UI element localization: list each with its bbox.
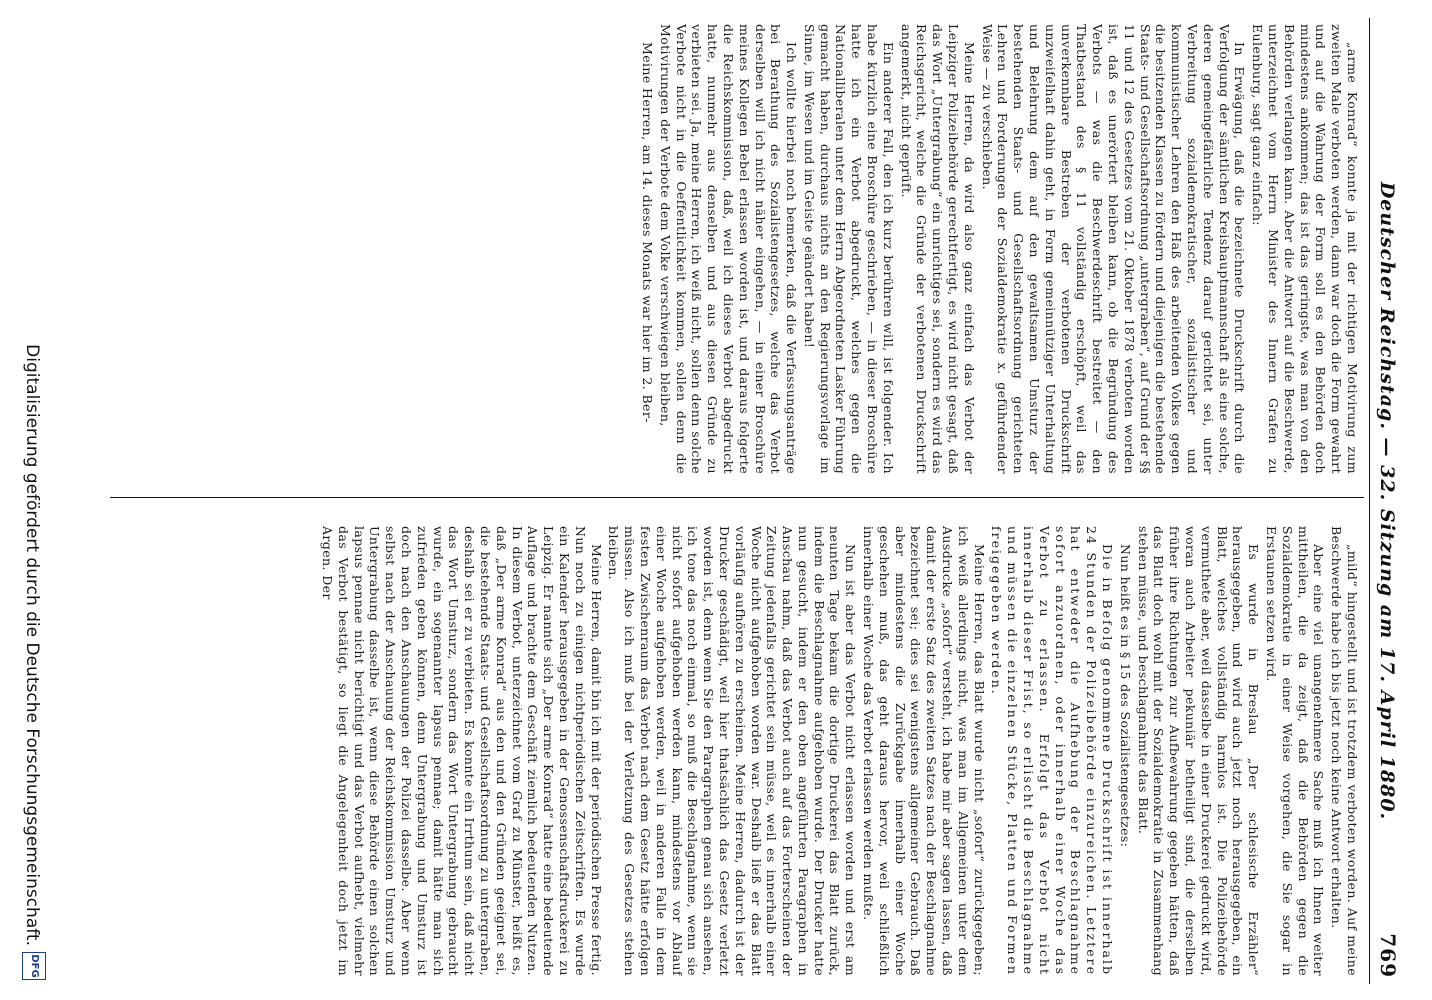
paragraph: Nun heißt es in § 15 des Sozialistengesetzes: — [1117, 544, 1133, 848]
paragraph: In Erwägung, daß die bezeichnete Druckschrift durch die Verfolgung der sämtlichen Kreishauptmannschaft als eine solche, deren gemeingefährliche Tendenz darauf gerichtet sei, unter Verbreitung sozialdemokratischer, sozialistischer und kommunistischer Lehren den Haß des arbeitenden Volkes gegen die besitzenden Klassen zu fördern und diejenigen die bestehende Staats- und Gesellschaftsordnung „untergraben“, auf Grund der §§ 11 und 12 des Gesetzes vom 21. Oktober 1878 verboten worden ist, daß es unerörtert bleiben kann, ob die Begründung des Verbots — was die Beschwerdeschrift bestreitet — den Thatbestand des § 11 vollständig erschöpft, weil das unverkennbare Bestreben der verbotenen Druckschrift unzweifelhaft dahin geht, in Form gemeinnütziger Unterhaltung und Belehrung dem auf den gewaltsamen Umsturz der bestehenden Staats- und Gesellschaftsordnung gerichteten Lehren und Forderungen der Sozialdemokratie x. geführdender Weise — zu verschieben. — [979, 24, 1248, 474]
digitization-footer — [16, 20, 48, 980]
paragraph: Meine Herren, da wird also ganz einfach das Verbot der Leipziger Polizeibehörde gerechtfertigt, es wird nicht gesagt, daß das Wort „Untergrabung“ ein unrichtiges sei, sondern es wird das Reichsgericht, welche die Gründe der verbotenen Druckschrift angemerkt, nicht geprüft. — [898, 24, 977, 474]
paragraph: Aber eine viel unangenehmere Sache muß ich Ihnen weiter mittheilen, die da zeigt, daß die Behörden gegen die Sozialdemokratie in einer Weise vorgehen, die Sie sogar in Erstaunen setzen wird. — [1264, 526, 1327, 976]
paragraph: Nun ist aber das Verbot nicht erlassen worden und erst am neunten Tage bekam die dortige Druckerei das Blatt zurück, indem die Beschlagnahme aufgehoben wurde. Der Drucker hatte nun gesucht, indem er den oben angeführten Paragraphen in Anschau nahm, daß das Verbot auch auf das Forterscheinen der Zeitung jedenfalls gerichtet sein müsse, weil es innerhalb einer Woche nicht aufgehoben worden war. Deshalb ließ er das Blatt vorläufig aufhören zu erscheinen. Meine Herren, dadurch ist der Drucker geschädigt, weil hier thatsächlich das Gesetz verletzt worden ist, denn wenn Sie den Paragraphen genau sich ansehen, ich tone das noch einmal, so muß die Beschlagnahme, wenn sie nicht sofort aufgehoben werden kann, mindestens vor Ablauf einer Woche aufgehoben werden, weil in anderen Falle in dem festen Zwischenraum das Verbot nach dem Gesetz hätte erfolgen müssen. Also ich muß bei der Verletzung des Gesetzes stehen bleiben. — [606, 526, 859, 976]
paragraph: Ich wollte hierbei noch bemerken, daß die Verfassungsanträge bei Berathung des Sozialistengesetzes, welche das Verbot derselben will ich nicht näher eingehen, — in einer Broschüre meines Kollegen Bebel erlassen worden ist, und daraus folgerte die Reichskommission, daß, weil ich dieses Verbot abgedruckt hatte, nunmehr aus denselben und aus diesen Gründe zu verbieten sei. Ja, meine Herren, ich weiß nicht, sollen denn solche Verbote nicht in die Oeffentlichkeit kommen, sollen denn die Motivirungen der Verbote dem Volke verschwiegen bleiben, — [657, 24, 800, 474]
paragraph: „mild“ hingestellt und ist trotzdem verboten worden. Auf meine Beschwerde habe ich bis jetzt noch keine Antwort erhalten. — [1329, 526, 1360, 976]
paragraph: Meine Herren, das Blatt wurde nicht „sofort“ zurückgegeben; ich weiß allerdings nicht, was man im Allgemeinen unter dem Ausdrucke „sofort“ versteht, ich habe mir aber sagen lassen, daß damit der erste Satz des zweiten Satzes nach der Beschlagnahme bezeichnet sei; dies sei wenigstens allgemeiner Gebrauch. Daß aber mindestens die Zurückgabe innerhalb einer Woche geschehen muß, das geht daraus hervor, weil schließlich innerhalb einer Woche das Verbot erlassen werden mußte. — [861, 526, 987, 976]
column-right — [115, 526, 1360, 976]
paragraph: Die in Befolg genommene Druckschrift ist innerhalb 24 Stunden der Polizeibehörde einzureichen. Letztere hat entweder die Aufhebung der Beschlagnahme sofort anzuordnen, oder innerhalb einer Woche das Verbot zu erlassen. Erfolgt das Verbot nicht innerhalb dieser Frist, so erlischt die Beschlagnahme und müssen die einzelnen Stücke, Platten und Formen freigegeben werden. — [989, 526, 1116, 976]
paragraph: Meine Herren, am 14. dieses Monats war hier im 2. Ber- — [639, 42, 655, 423]
column-left — [115, 24, 1360, 474]
paragraph: Ein anderer Fall, den ich kurz berühren will, ist folgender. Ich habe kürzlich eine Broschüre geschrieben, — in dieser Broschüre hatte ich ein Verbot abgedruckt, welches gegen die Nationalliberalen unter dem Herrn Abgeordneten Lasker Führung gemacht haben, durchaus nichts an den Regierungsvorlage im Sinne, im Wesen und im Geiste geändert haben! — [801, 24, 896, 474]
footer-credit: Digitalisierung gefördert durch die Deutsche Forschungsgemeinschaft. — [22, 344, 42, 946]
paragraph: Meine Herren, damit bin ich mit der periodischen Presse fertig. Nun noch zu einigen nichtperiodischen Zeitschriften. Es wurde ein Kalender herausgegeben in der Genossenschaftsdruckerei zu Leipzig. Er nannte sich „Der arme Konrad“ hatte eine bedeutende Auflage und brachte dem Geschäft ziemlich bedeutenden Nutzen. In diesem Verbot, unterzeichnet vom Graf zu Münster, heißt es, daß „Der arme Konrad“ aus den und den Gründen geeignet sei, die bestehende Staats- und Gesellschaftsordnung zu untergraben, deshalb sei er zu verbieten. Es konnte ein Irrthum sein, daß nicht das Wort Umsturz, sondern das Wort Untergrabung gebraucht wurde, ein sogenannter lapsus pennae; damit hätte man sich zufrieden geben können, denn Untergrabung und Umsturz ist doch nach den Anschauungen der Polizei dasselbe. Aber wenn selbst nach der Anschauung der Reichskommission Umsturz und Untergrabung dasselbe ist, wenn diese Behörde einen solchen lapsus pennae nicht berichtigt und das Verbot aufhebt, vielmehr das Verbot bestätigt, so liegt die Angelegenheit doch jetzt im Argen. Der — [320, 526, 604, 976]
paragraph: „arme Konrad“ konnte ja mit der richtigen Motivirung zum zweiten Male verboten werden, dann war doch die Form gewahrt und auf die Wahrung der Form soll es den Behörden doch mindestens ankommen; das ist das geringste, was man von den Behörden verlangen kann. Aber die Antwort auf die Beschwerde, unterzeichnet vom Herrn Minister des Innern Grafen zu Eulenburg, sagt ganz einfach: — [1250, 24, 1360, 474]
page-title: Deutscher Reichstag. — 32. Sitzung am 17. April 1880. — [1376, 181, 1398, 821]
page-header — [1369, 18, 1410, 984]
paragraph: Es wurde in Breslau „Der schlesische Erzähler“ herausgegeben, und wird auch jetzt noch herausgegeben, ein Blatt, welches vollständig harmlos ist. Die Polizeibehörde vermuthete aber, weil dasselbe in einer Druckerei gedruckt wird, woran auch Arbeiter pekuniär betheiligt sind, die derselben früher ihre Richtungen zur Aufbewahrung gegeben hätten, daß das Blatt doch wohl mit der Sozialdemokratie in Zusammenhang stehen müsse, und beschlagnahmte das Blatt. — [1135, 526, 1262, 976]
page-number: 769 — [1376, 933, 1400, 978]
dfg-logo: DFG — [22, 952, 46, 980]
column-divider — [110, 497, 1364, 498]
document-page — [110, 18, 1410, 984]
